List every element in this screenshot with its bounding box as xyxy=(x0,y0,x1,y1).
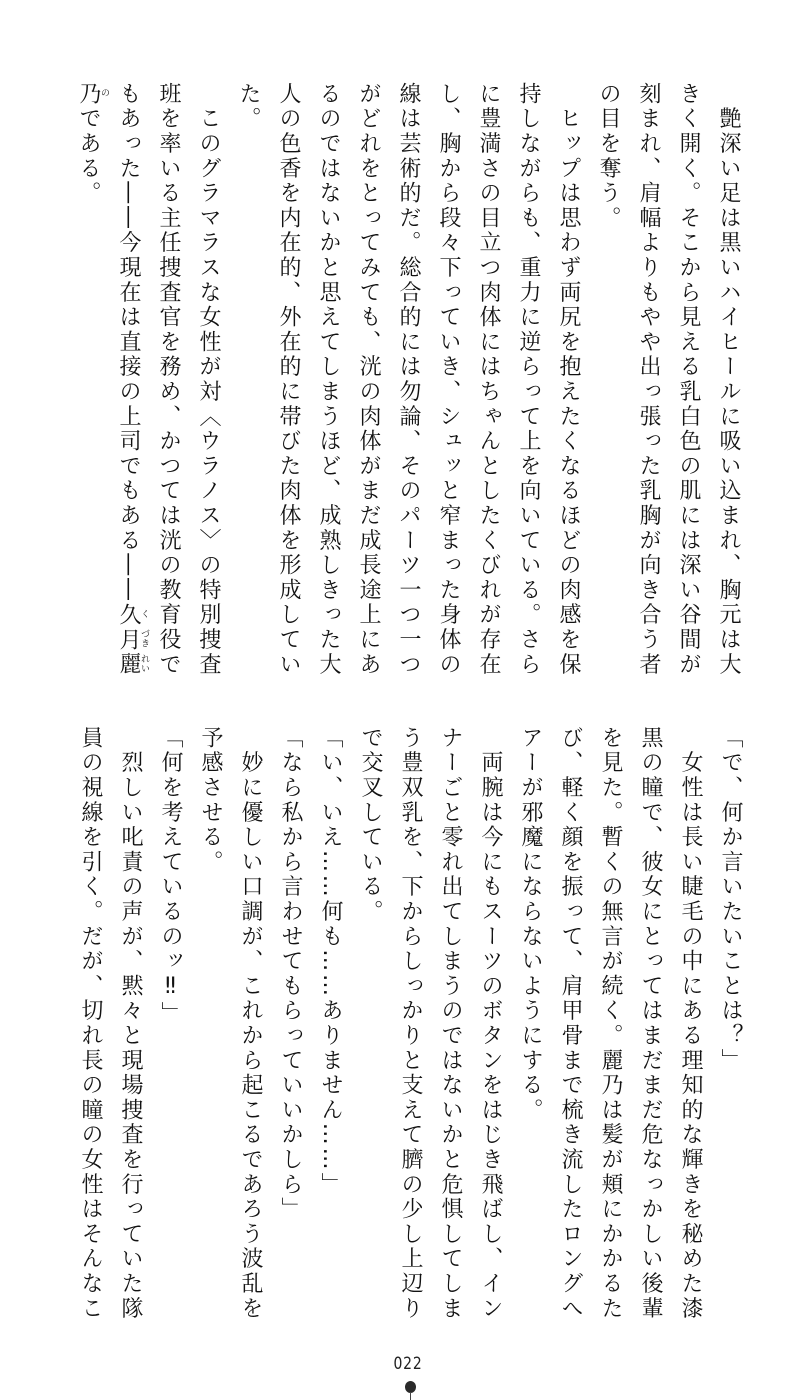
text-column: び、軽く顔を振って、肩甲骨まで梳き流したロングへ xyxy=(558,726,583,1322)
text-column: の目を奪う。 xyxy=(596,82,621,231)
text-column: 黒の瞳で、彼女にとってはまだまだ危なっかしい後輩 xyxy=(638,726,663,1322)
text-column: 員の視線を引く。だが、切れ長の瞳の女性はそんなこ xyxy=(78,726,103,1322)
ruby-annotation: の xyxy=(99,88,109,98)
text-column: アーが邪魔にならないようにする。 xyxy=(518,726,543,1123)
text-column: 両腕は今にもスーツのボタンをはじき飛ばし、イン xyxy=(478,726,503,1322)
text-column: きく開く。そこから見える乳白色の肌には深い谷間が xyxy=(676,82,701,678)
text-column: 持しながらも、重力に逆らって上を向いている。さら xyxy=(516,82,541,678)
ruby-annotation: づき xyxy=(139,629,149,649)
text-column: このグラマラスな女性が対〈ウラノス〉の特別捜査 xyxy=(196,82,221,678)
ruby-annotation: れい xyxy=(139,653,149,673)
text-column: に豊満さの目立つ肉体にはちゃんとしたくびれが存在 xyxy=(476,82,501,678)
text-column: で交叉している。 xyxy=(358,726,383,925)
text-column: た。 xyxy=(236,82,261,132)
ruby-base-text: 久 xyxy=(116,602,141,628)
text-column: 人の色香を内在的、外在的に帯びた肉体を形成してい xyxy=(276,82,301,678)
upper-text-block xyxy=(0,82,809,682)
text-column: るのではないかと思えてしまうほど、成熟しきった大 xyxy=(316,82,341,678)
lower-text-block xyxy=(0,726,809,1326)
text-column: 予感させる。 xyxy=(198,726,223,875)
text-column: 妙に優しい口調が、これから起こるであろう波乱を xyxy=(238,726,263,1322)
dialogue-column: 「で、何か言いたいことは？」 xyxy=(718,726,743,1074)
text-column: 線は芸術的だ。総合的には勿論、そのパーツ一つ一つ xyxy=(396,82,421,678)
text-segment: である。 xyxy=(76,106,101,207)
ruby-annotation: く xyxy=(139,609,149,619)
text-column: 刻まれ、肩幅よりもやや出っ張った乳胸が向き合う者 xyxy=(636,82,661,678)
text-column: ヒップは思わず両尻を抱えたくなるほどの肉感を保 xyxy=(556,82,581,678)
text-column: 女性は長い睫毛の中にある理知的な輝きを秘めた漆 xyxy=(678,726,703,1322)
dialogue-column: 「なら私から言わせてもらっていいかしら」 xyxy=(278,726,303,1222)
ruby-base xyxy=(116,602,149,628)
text-column: を見た。暫くの無言が続く。麗乃は髪が頬にかかるた xyxy=(598,726,623,1322)
page-marker-stem xyxy=(410,1392,411,1400)
text-column: し、胸から段々下っていき、シュッと窄まった身体の xyxy=(436,82,461,678)
text-column: う豊双乳を、下からしっかりと支えて臍の少し上辺り xyxy=(398,726,423,1322)
dialogue-column: 「い、いえ……何も……ありません……」 xyxy=(318,726,343,1198)
text-column: がどれをとってみても、洸の肉体がまだ成長途上にあ xyxy=(356,82,381,678)
text-column: 烈しい叱責の声が、黙々と現場捜査を行っていた隊 xyxy=(118,726,143,1322)
ruby-base-text: 月 xyxy=(116,627,141,653)
text-column: 班を率いる主任捜査官を務め、かつては洸の教育役で xyxy=(156,82,181,678)
ruby-base-text: 乃 xyxy=(76,82,101,107)
ruby-base xyxy=(116,627,149,653)
page-number: 022 xyxy=(393,1354,423,1374)
ruby-base xyxy=(76,82,109,107)
ruby-base-text: 麗 xyxy=(116,652,141,678)
text-column: ナーごと零れ出てしまうのではないかと危惧してしま xyxy=(438,726,463,1322)
text-column: 艶深い足は黒いハイヒールに吸い込まれ、胸元は大 xyxy=(716,82,741,678)
dialogue-column: 「何を考えているのッ‼」 xyxy=(158,726,183,1027)
text-column-with-ruby xyxy=(76,82,109,207)
text-column-with-ruby xyxy=(116,82,149,678)
ruby-base xyxy=(116,652,149,678)
text-segment: もあった――今現在は直接の上司でもある―― xyxy=(116,82,141,603)
